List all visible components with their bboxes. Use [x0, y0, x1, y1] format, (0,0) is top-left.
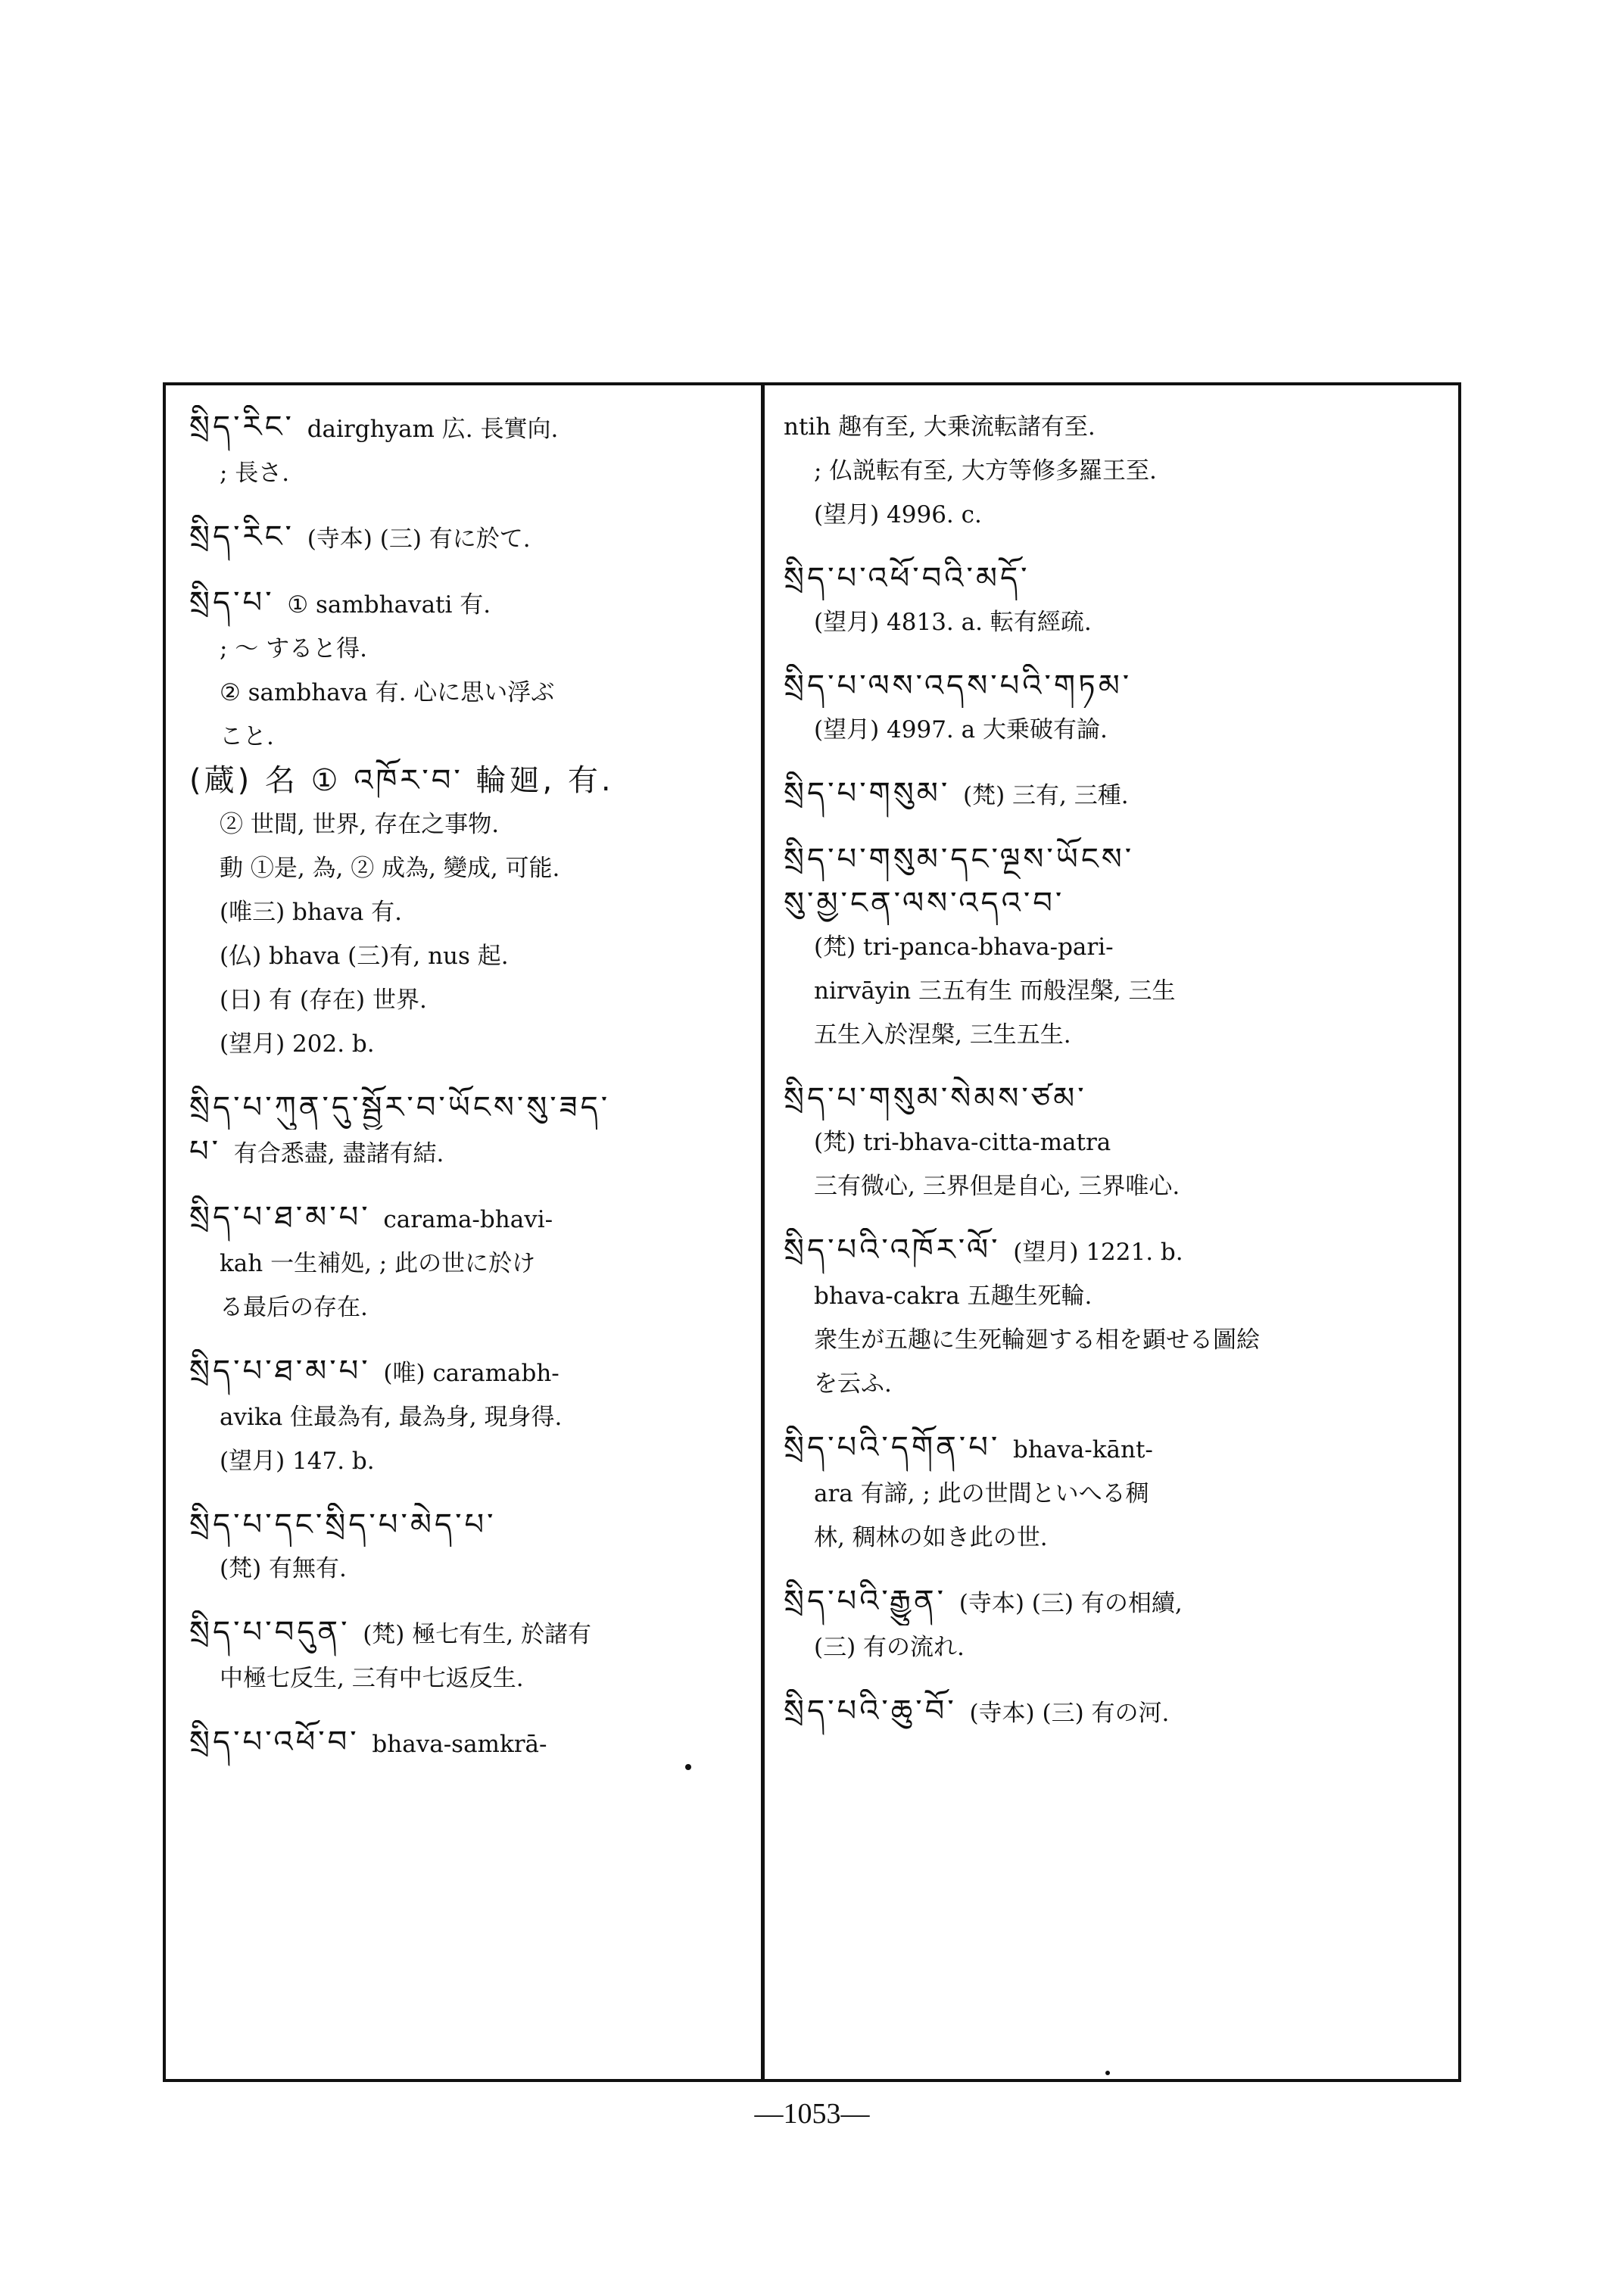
entry-headword-line: སྲིད་པ་ལས་འདས་པའི་གཏམ་ — [784, 669, 1133, 703]
entry-headword-line: སྲིད་པའི་དགོན་པ་ bhava-kānt- — [784, 1430, 1153, 1465]
entry-headword-line: སྲིད་པ་བདུན་ (梵) 極七有生, 於諸有 — [189, 1615, 591, 1650]
entry-definition-line: ara 有諦, ; 此の世間といへる稠 — [814, 1480, 1149, 1507]
entry-definition-line: (望月) 4997. a 大乗破有論. — [814, 716, 1108, 743]
entry-definition-line: こと. — [220, 723, 274, 750]
entry-definition-line: 三有微心, 三界但是自心, 三界唯心. — [814, 1173, 1180, 1200]
entry-definition-line: (仏) bhava (三)有, nus 起. — [220, 943, 509, 970]
dictionary-entry — [784, 1077, 1450, 1208]
entry-headword-line: སྲིད་པའི་འཁོར་ལོ་ (望月) 1221. b. — [784, 1233, 1183, 1267]
entry-headword-line: སྲིད་པ་ཐ་མ་པ་ (唯) caramabh- — [189, 1354, 560, 1389]
dictionary-entry — [784, 556, 1450, 644]
dictionary-entry — [784, 1228, 1450, 1406]
entry-definition-line: ② sambhava 有. 心に思い浮ぶ — [220, 679, 555, 706]
ink-speck — [685, 1764, 691, 1770]
entry-definition-line: を云ふ. — [814, 1370, 892, 1398]
page-number: —1053— — [754, 2098, 870, 2130]
entry-definition-line: ; 〜 すると得. — [220, 635, 368, 662]
entry-definition-line: (梵) tri-bhava-citta-matra — [814, 1129, 1111, 1156]
dictionary-entry — [189, 1349, 746, 1483]
column-divider — [761, 382, 765, 2082]
entry-definition-line: kah 一生補処, ; 此の世に於け — [220, 1250, 536, 1277]
dictionary-entry — [784, 1689, 1450, 1735]
entry-headword-line: སྲིད་པ་ཀུན་དུ་སྦྱོར་བ་ཡོངས་སུ་ཟད་ — [189, 1090, 611, 1125]
entry-definition-line: ② 世間, 世界, 存在之事物. — [220, 811, 500, 838]
dictionary-entry — [189, 1610, 746, 1700]
entry-definition-line: (望月) 202. b. — [220, 1030, 375, 1058]
entry-definition-line: る最后の存在. — [220, 1294, 368, 1321]
entry-headword-line: སྲིད་པ་ ① sambhavati 有. — [189, 585, 491, 620]
dictionary-entry — [784, 405, 1450, 537]
dictionary-entry — [189, 1503, 746, 1591]
dictionary-entry — [784, 771, 1450, 818]
entry-definition-line: པ་ 有合悉盡, 盡諸有結. — [189, 1134, 444, 1169]
dictionary-entry — [784, 1426, 1450, 1560]
entry-definition-line: (唯三) bhava 有. — [220, 899, 403, 926]
dictionary-entry — [189, 581, 746, 1066]
entry-definition-line: 五生入於涅槃, 三生五生. — [814, 1021, 1071, 1049]
entry-headword-line: ntih 趣有至, 大乗流転諸有至. — [784, 413, 1096, 441]
entry-definition-line: 中極七反生, 三有中七返反生. — [220, 1665, 524, 1692]
entry-definition-line: (梵) tri-panca-bhava-pari- — [814, 933, 1114, 961]
entry-definition-line: ; 仏説転有至, 大方等修多羅王至. — [814, 457, 1157, 485]
entry-headword-line: སྲིད་རིང་ (寺本) (三) 有に於て. — [189, 519, 531, 554]
entry-definition-line: (望月) 147. b. — [220, 1448, 375, 1475]
entry-definition-line: bhava-cakra 五趣生死輪. — [814, 1283, 1093, 1310]
right-column — [784, 405, 1450, 1755]
entry-headword-line: སྲིད་རིང་ dairghyam 広. 長實向. — [189, 410, 559, 444]
entry-headword-line: སྲིད་པའི་རྒྱུན་ (寺本) (三) 有の相續, — [784, 1584, 1183, 1619]
entry-definition-line: nirvāyin 三五有生 而般涅槃, 三生 — [814, 977, 1176, 1005]
entry-headword-line: སྲིད་པ་འཕོ་བ་ bhava-samkrā- — [189, 1725, 547, 1759]
entry-definition-line: 衆生が五趣に生死輪廻する相を顕せる圖絵 — [814, 1326, 1260, 1354]
dictionary-entry — [189, 1195, 746, 1329]
entry-definition-line: avika 住最為有, 最為身, 現身得. — [220, 1404, 563, 1431]
dictionary-entry — [189, 405, 746, 495]
dictionary-entry — [784, 1579, 1450, 1669]
entry-headword-line: སྲིད་པ་གསུམ་དང་ལྔས་ཡོངས་ — [784, 842, 1135, 877]
entry-headword-line: སྲིད་པའི་ཆུ་བོ་ (寺本) (三) 有の河. — [784, 1694, 1170, 1728]
dictionary-entry — [189, 1720, 746, 1766]
entry-definition-line: (蔵) 名 ① འཁོར་བ་ 輪廻, 有. — [189, 763, 614, 798]
entry-definition-line: (三) 有の流れ. — [814, 1634, 965, 1661]
entry-headword-line: སྲིད་པ་གསུམ་ (梵) 三有, 三種. — [784, 776, 1129, 811]
dictionary-entry — [784, 664, 1450, 752]
dictionary-entry — [784, 837, 1450, 1057]
entry-headword-line: སྲིད་པ་ཐ་མ་པ་ carama-bhavi- — [189, 1200, 553, 1235]
entry-definition-line: 動 ①是, 為, ② 成為, 變成, 可能. — [220, 855, 560, 882]
entry-definition-line: (望月) 4996. c. — [814, 501, 982, 528]
entry-definition-line: (望月) 4813. a. 転有經疏. — [814, 609, 1092, 636]
entry-definition-line: ; 長さ. — [220, 460, 290, 487]
entry-definition-line: (梵) 有無有. — [220, 1555, 347, 1582]
ink-speck — [1105, 2071, 1110, 2075]
entry-definition-line: (日) 有 (存在) 世界. — [220, 986, 427, 1014]
entry-definition-line: 林, 稠林の如き此の世. — [814, 1524, 1048, 1551]
entry-headword-line: སྲིད་པ་དང་སྲིད་པ་མེད་པ་ — [189, 1507, 497, 1542]
dictionary-entry — [189, 1086, 746, 1176]
left-column — [189, 405, 746, 1786]
entry-headword-line: སྲིད་པ་གསུམ་སེམས་ཙམ་ — [784, 1081, 1087, 1116]
entry-definition-line: སུ་མྱ་ངན་ལས་འདའ་བ་ — [784, 886, 1065, 921]
dictionary-entry — [189, 515, 746, 561]
entry-headword-line: སྲིད་པ་འཕོ་བའི་མདོ་ — [784, 561, 1030, 596]
